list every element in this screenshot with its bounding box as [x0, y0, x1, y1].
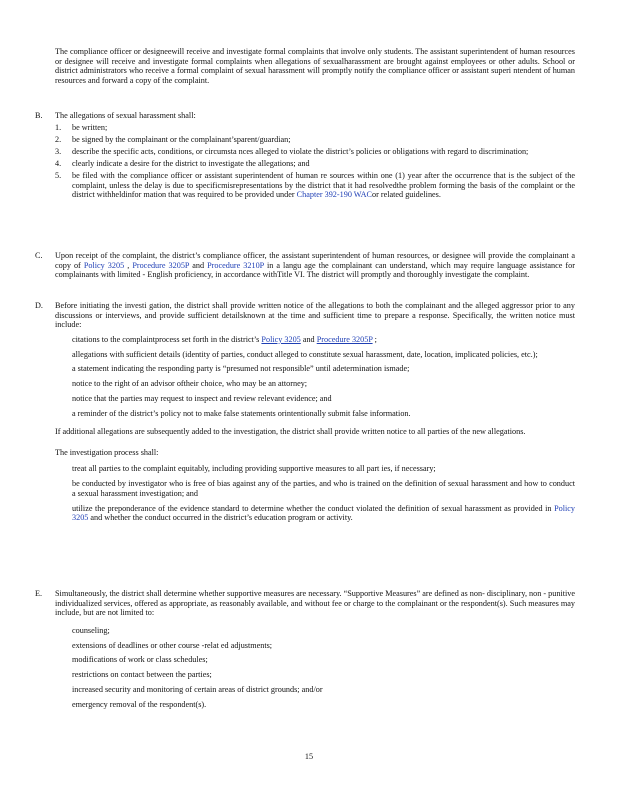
process-heading: The investigation process shall:	[55, 447, 159, 457]
supportive-measures-list	[55, 626, 575, 710]
procedure-3205p-link[interactable]: Procedure 3205P	[316, 334, 373, 344]
list-item: extensions of deadlines or other course -relat ed adjustments;	[72, 640, 273, 650]
section-letter: B.	[35, 111, 43, 120]
list-item: 3. describe the specific acts, conditions, or circumsta nces alleged to violate the district’s policies or obligations with regard to discrimination;	[55, 146, 529, 156]
allegations-list	[55, 123, 575, 200]
list-item: a statement indicating the responding party is “presumed not responsible” until adetermination ismade;	[72, 364, 410, 374]
list-item: treat all parties to the complaint equitably, including providing supportive measures to all part ies, if necessary;	[72, 464, 436, 474]
policy-3205-link[interactable]: Policy 3205	[83, 260, 125, 270]
intro-paragraph: The compliance officer or designeewill receive and investigate formal complaints that involve only students. The assistant superintendent of human resources or designee will receive and investigate formal complaints when allegations of sexualharassment are brought against employees or other adults. School or district administrators who receive a formal complaint of sexual harassment will promptly notify the compliance officer or assistant superi ntendent of human resources and forward a copy of the complaint.	[55, 47, 575, 85]
list-item: counseling;	[72, 625, 110, 635]
list-item: allegations with sufficient details (identity of parties, conduct alleged to constitute sexual harassment, date, location, implicated policies, etc.);	[72, 349, 538, 359]
list-item: restrictions on contact between the parties;	[72, 670, 212, 680]
list-item: 5. be filed with the compliance officer or assistant superintendent of human re sources within one (1) year after the occurrence that is the subject of the complaint, unless the delay is due to specificmisrepresentations by the district that it had resolvedthe problem forming the basis of the complaint or the district withheldinfor mation that was required to be provided under Chapter 392-190 WACor related guidelines.	[55, 170, 575, 200]
list-item: 4. clearly indicate a desire for the district to investigate the allegations; and	[55, 158, 310, 168]
procedure-3205p-link[interactable]: Procedure 3205P	[132, 260, 190, 270]
list-item: notice to the right of an advisor oftheir choice, who may be an attorney;	[72, 379, 308, 389]
list-item: increased security and monitoring of certain areas of district grounds; and/or	[72, 684, 323, 694]
section-b	[35, 111, 575, 202]
section-d	[35, 301, 575, 528]
section-letter: D.	[35, 301, 43, 310]
page-number: 15	[304, 752, 314, 761]
section-letter: C.	[35, 251, 43, 260]
process-list	[55, 464, 575, 522]
additional-allegations-paragraph: If additional allegations are subsequently added to the investigation, the district shall provide written notice to all parties of the new allegations.	[55, 427, 526, 437]
list-item: 1. be written;	[55, 122, 108, 132]
chapter-392-190-wac-link[interactable]: Chapter 392-190 WAC	[296, 190, 373, 200]
notice-list	[55, 335, 575, 419]
list-item: emergency removal of the respondent(s).	[72, 699, 207, 709]
section-c	[35, 251, 575, 280]
policy-3205-link[interactable]: Policy 3205	[72, 503, 575, 523]
list-item: notice that the parties may request to inspect and review relevant evidence; and	[72, 393, 332, 403]
list-item: 2. be signed by the complainant or the complainant’sparent/guardian;	[55, 134, 291, 144]
section-c-text: Upon receipt of the complaint, the district’s compliance officer, the assistant superintendent of human resources, or designee will provide the complainant a copy of Policy 3205 , Procedure 3205P and Procedure 3210P in a langu age the complainant can understand, which may require language assistance for complainants with limited - English proficiency, in accordance withTitle VI. The district will promptly and thoroughly investigate the complaint.	[55, 251, 575, 280]
procedure-3210p-link[interactable]: Procedure 3210P	[207, 260, 264, 270]
list-item: a reminder of the district’s policy not to make false statements orintentionally submit false information.	[72, 408, 411, 418]
list-item: citations to the complaintprocess set forth in the district’s Policy 3205 and Procedure 3205P ;	[72, 334, 377, 344]
section-e-intro: Simultaneously, the district shall determine whether supportive measures are necessary. “Supportive Measures” are defined as non- disciplinary, non - punitive individualized services, offered as appropriate, as reasonably available, and without fee or charge to the complainant or the respondent(s). Such measures may include, but are not limited to:	[55, 589, 575, 618]
section-heading: The allegations of sexual harassment shall:	[55, 111, 196, 120]
section-d-intro: Before initiating the investi gation, the district shall provide written notice of the allegations to both the complainant and the alleged aggressor prior to any discussions or interviews, and provide sufficient detailsknown at the time and sufficient time to prepare a response. Specifically, the written notice must include:	[55, 301, 575, 330]
policy-3205-link[interactable]: Policy 3205	[261, 334, 301, 344]
section-letter: E.	[35, 589, 43, 598]
list-item: be conducted by investigator who is free of bias against any of the parties, and who is trained on the definition of sexual harassment and how to conduct a sexual harassment investigation; and	[72, 479, 575, 498]
list-item: utilize the preponderance of the evidence standard to determine whether the conduct violated the definition of sexual harassment as provided in Policy 3205 and whether the conduct occurred in the district’s education program or activity.	[72, 503, 575, 523]
section-e	[35, 589, 575, 714]
list-item: modifications of work or class schedules;	[72, 655, 208, 665]
